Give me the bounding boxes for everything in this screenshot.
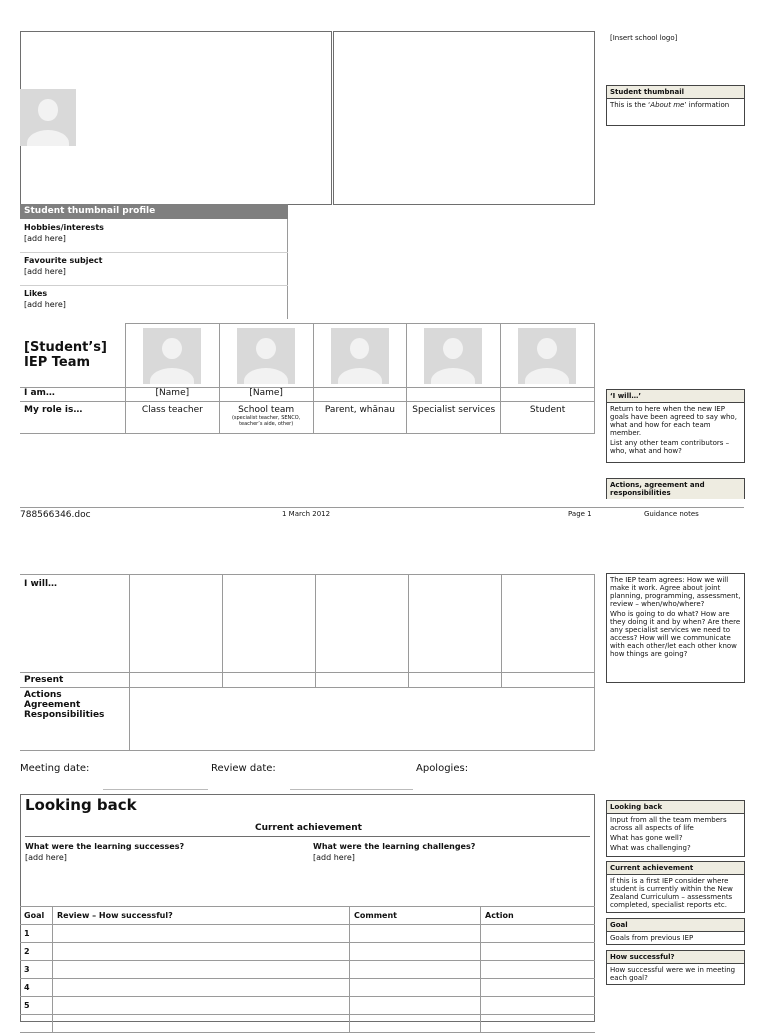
member-role: School team	[238, 405, 295, 415]
team-title-line1: [Student’s]	[24, 340, 107, 356]
member-photo-placeholder	[331, 328, 389, 384]
note-body: Input from all the team members across all aspects of life What has gone well? What was challenging?	[610, 816, 727, 852]
note-body: How successful were we in meeting each goal?	[610, 966, 736, 982]
review-cell[interactable]	[53, 925, 350, 943]
note-heading: Goal	[607, 919, 744, 932]
note-heading: ‘I will…’	[607, 390, 744, 403]
note-body: If this is a first IEP consider where student is currently within the New Zealand Curriculum – assessments completed, specialist reports etc.	[610, 877, 733, 909]
member-role: Parent, whānau	[324, 405, 395, 415]
member-photo-placeholder	[424, 328, 482, 384]
i-will-cell[interactable]	[129, 575, 222, 673]
i-will-cell[interactable]	[222, 575, 315, 673]
goal-number: 1	[20, 925, 53, 943]
profile-label: Likes	[24, 289, 48, 298]
row-label-i-will: I will…	[20, 575, 129, 673]
action-cell[interactable]	[481, 943, 596, 961]
action-cell[interactable]	[481, 997, 596, 1015]
member-photo-placeholder	[518, 328, 576, 384]
review-cell[interactable]	[53, 979, 350, 997]
present-cell[interactable]	[501, 673, 594, 688]
profile-value[interactable]: [add here]	[24, 267, 66, 276]
comment-cell[interactable]	[350, 961, 481, 979]
note-heading: Current achievement	[607, 862, 744, 875]
profile-row-subject	[20, 253, 288, 286]
challenges-value[interactable]: [add here]	[313, 853, 355, 862]
note-i-will	[606, 389, 745, 463]
note-heading: Looking back	[607, 801, 744, 814]
col-review: Review – How successful?	[53, 907, 350, 925]
present-cell[interactable]	[222, 673, 315, 688]
commitments-table	[20, 574, 595, 751]
note-heading: Actions, agreement and responsibilities	[607, 479, 744, 499]
review-cell[interactable]	[53, 997, 350, 1015]
i-will-cell[interactable]	[408, 575, 501, 673]
profile-label: Hobbies/interests	[24, 223, 104, 232]
member-role-cell	[501, 402, 595, 434]
goal-number: 3	[20, 961, 53, 979]
row-label-role: My role is…	[20, 402, 125, 434]
review-date-label: Review date:	[211, 763, 276, 774]
note-heading: Student thumbnail	[607, 86, 744, 99]
member-photo-cell	[125, 324, 219, 388]
member-role-cell	[219, 402, 313, 434]
note-heading: How successful?	[607, 951, 744, 964]
successes-question: What were the learning successes?	[25, 842, 185, 851]
member-photo-cell	[313, 324, 407, 388]
member-role: Specialist services	[412, 405, 496, 415]
member-role: Class teacher	[141, 405, 203, 415]
looking-back-title: Looking back	[25, 796, 137, 814]
row-label-actions	[20, 688, 129, 751]
col-comment: Comment	[350, 907, 481, 925]
actions-label: Actions	[24, 690, 62, 700]
apologies-label: Apologies:	[416, 763, 469, 774]
present-cell[interactable]	[408, 673, 501, 688]
footer-guidance: Guidance notes	[644, 510, 699, 518]
col-action: Action	[481, 907, 596, 925]
member-photo-placeholder	[143, 328, 201, 384]
goal-number: 5	[20, 997, 53, 1015]
member-photo-cell	[219, 324, 313, 388]
comment-cell[interactable]	[350, 925, 481, 943]
iep-team-table	[20, 323, 595, 434]
table-row	[20, 925, 595, 943]
action-cell[interactable]	[481, 979, 596, 997]
goals-review-table	[20, 906, 595, 1033]
member-name[interactable]	[313, 388, 407, 402]
footer-rule	[20, 507, 744, 508]
challenges-question: What were the learning challenges?	[313, 842, 476, 851]
profile-title: Student thumbnail profile	[20, 204, 288, 219]
note-looking-back	[606, 800, 745, 857]
footer-date: 1 March 2012	[282, 510, 331, 518]
note-goal	[606, 918, 745, 945]
meeting-date-line[interactable]	[103, 789, 208, 790]
agreement-label: Agreement	[24, 700, 81, 710]
comment-cell[interactable]	[350, 997, 481, 1015]
profile-row-likes	[20, 286, 288, 319]
meeting-date-label: Meeting date:	[20, 763, 90, 774]
current-achievement-heading: Current achievement	[254, 823, 362, 833]
action-cell[interactable]	[481, 925, 596, 943]
col-goal: Goal	[20, 907, 53, 925]
logo-placeholder-text: [Insert school logo]	[610, 34, 678, 42]
table-row	[20, 961, 595, 979]
goal-number: 4	[20, 979, 53, 997]
i-will-cell[interactable]	[501, 575, 594, 673]
action-cell[interactable]	[481, 961, 596, 979]
footer-doc-name: 788566346.doc	[20, 510, 91, 520]
member-role-cell	[125, 402, 219, 434]
actions-cell[interactable]	[129, 688, 594, 751]
photo-frame-right	[333, 31, 595, 205]
profile-row-hobbies	[20, 220, 288, 253]
row-label-i-am: I am…	[20, 388, 125, 402]
member-name[interactable]: [Name]	[219, 388, 313, 402]
present-cell[interactable]	[129, 673, 222, 688]
comment-cell[interactable]	[350, 979, 481, 997]
present-cell[interactable]	[315, 673, 408, 688]
member-role-cell	[313, 402, 407, 434]
member-role-cell	[407, 402, 501, 434]
review-cell[interactable]	[53, 943, 350, 961]
responsibilities-label: Responsibilities	[24, 710, 105, 720]
note-body: This is the ‘About me’ information	[610, 101, 730, 109]
row-label-present: Present	[20, 673, 129, 688]
member-photo-placeholder	[237, 328, 295, 384]
note-current-achievement	[606, 861, 745, 913]
review-cell[interactable]	[53, 961, 350, 979]
profile-value[interactable]: [add here]	[24, 234, 66, 243]
table-row	[20, 997, 595, 1015]
note-body: The IEP team agrees: How we will make it work. Agree about joint planning, programming, assessment, review – when/who/where? Who is going to do what? How are they doing it and by when? Are there any specialist services we need to access? How will we communicate with each other/let each other know how things are going?	[610, 576, 741, 658]
footer-page: Page 1	[568, 510, 592, 518]
member-photo-cell	[407, 324, 501, 388]
successes-value[interactable]: [add here]	[25, 853, 67, 862]
profile-value[interactable]: [add here]	[24, 300, 66, 309]
note-student-thumbnail	[606, 85, 745, 126]
member-photo-cell	[501, 324, 595, 388]
profile-label: Favourite subject	[24, 256, 103, 265]
member-name[interactable]	[501, 388, 595, 402]
note-body: Return to here when the new IEP goals have been agreed to say who, what and how for each team member. List any other team contributors – who, what and how?	[610, 405, 737, 455]
note-body: Goals from previous IEP	[610, 934, 694, 942]
member-name[interactable]	[407, 388, 501, 402]
table-row	[20, 979, 595, 997]
note-how-successful	[606, 950, 745, 985]
current-achievement-rule	[25, 836, 590, 837]
team-title-line2: IEP Team	[24, 355, 91, 371]
goal-number: 2	[20, 943, 53, 961]
team-title-cell	[20, 324, 125, 388]
member-role: Student	[529, 405, 566, 415]
member-name[interactable]: [Name]	[125, 388, 219, 402]
comment-cell[interactable]	[350, 943, 481, 961]
student-photo-placeholder	[20, 89, 76, 146]
note-team-agrees	[606, 573, 745, 683]
review-date-line[interactable]	[290, 789, 413, 790]
note-actions-agreement	[606, 478, 745, 499]
i-will-cell[interactable]	[315, 575, 408, 673]
member-role-sub: (specialist teacher, SENCO, teacher’s aide, other)	[231, 415, 301, 427]
table-row	[20, 943, 595, 961]
